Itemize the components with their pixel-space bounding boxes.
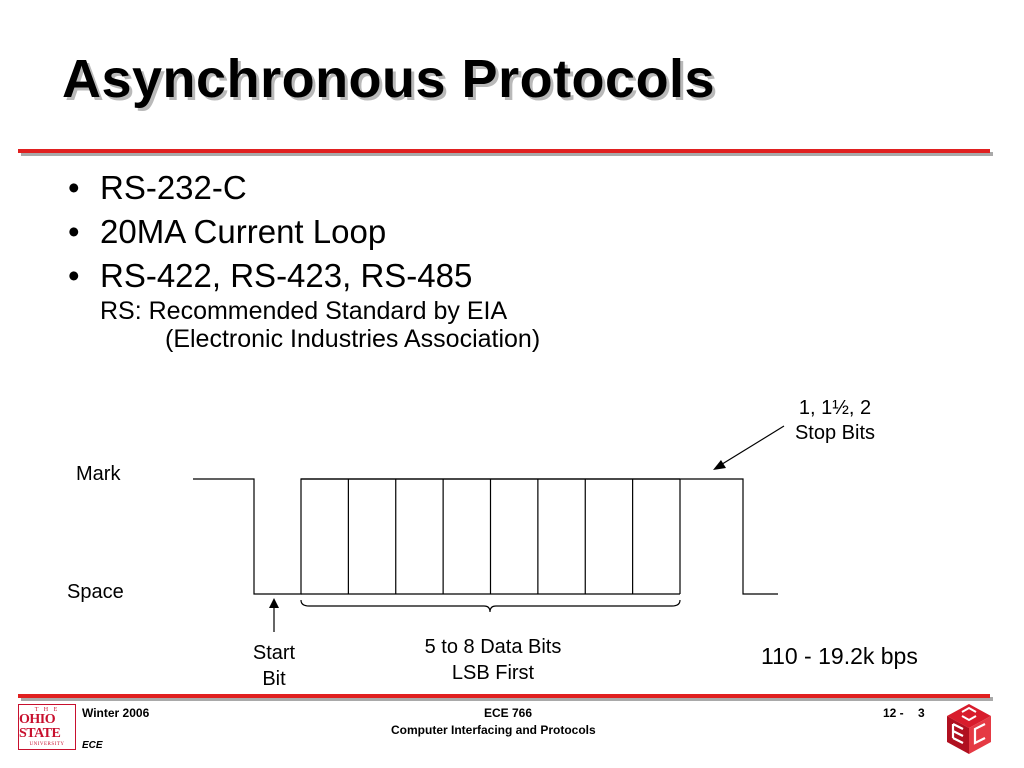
baud-range: 110 - 19.2k bps — [761, 643, 918, 669]
logo-text-ohio-state: OHIO STATE — [19, 712, 61, 741]
footer-page-prefix: 12 - — [883, 706, 904, 720]
stop-bits-text: Stop Bits — [794, 422, 876, 444]
mark-label: Mark — [76, 463, 121, 485]
footer-course-title: Computer Interfacing and Protocols — [391, 723, 596, 737]
space-label: Space — [67, 581, 124, 603]
footer-term: Winter 2006 — [82, 706, 150, 720]
footer-divider — [18, 694, 990, 698]
start-bit-annotation — [236, 640, 312, 692]
data-bits-range: 5 to 8 Data Bits — [424, 636, 562, 658]
start-bit-text: Start — [252, 642, 296, 664]
waveform-line — [193, 479, 778, 594]
bullet-item-current-loop: • 20MA Current Loop — [62, 210, 472, 254]
footer-page-number: 3 — [918, 706, 925, 720]
slide-title: Asynchronous Protocols — [62, 49, 716, 109]
bullet-item-rs232: • RS-232-C — [62, 166, 472, 210]
data-bit-cells — [348, 479, 680, 594]
logo-text-the: T H E — [34, 707, 60, 713]
start-bit-arrowhead — [269, 598, 279, 608]
rs-definition: RS: Recommended Standard by EIA — [100, 297, 508, 325]
ohio-state-logo — [18, 704, 76, 750]
logo-text-university: UNIVERSITY — [29, 742, 65, 747]
data-bits-order: LSB First — [451, 662, 535, 684]
bullet-item-rs422: • RS-422, RS-423, RS-485 — [62, 254, 472, 298]
stop-bits-count: 1, 1½, 2 — [798, 397, 872, 419]
stop-bits-arrowhead — [713, 460, 726, 470]
data-bits-annotation — [393, 634, 593, 686]
footer-dept: ECE — [82, 740, 103, 751]
eia-expansion: (Electronic Industries Association) — [165, 325, 541, 353]
stop-bits-arrow-shaft — [719, 426, 784, 466]
start-bit-text-2: Bit — [262, 668, 286, 690]
footer-course-code: ECE 766 — [484, 706, 533, 720]
data-bits-brace — [301, 600, 680, 612]
ece-cube-logo — [944, 702, 994, 756]
stop-bits-annotation — [780, 396, 890, 446]
